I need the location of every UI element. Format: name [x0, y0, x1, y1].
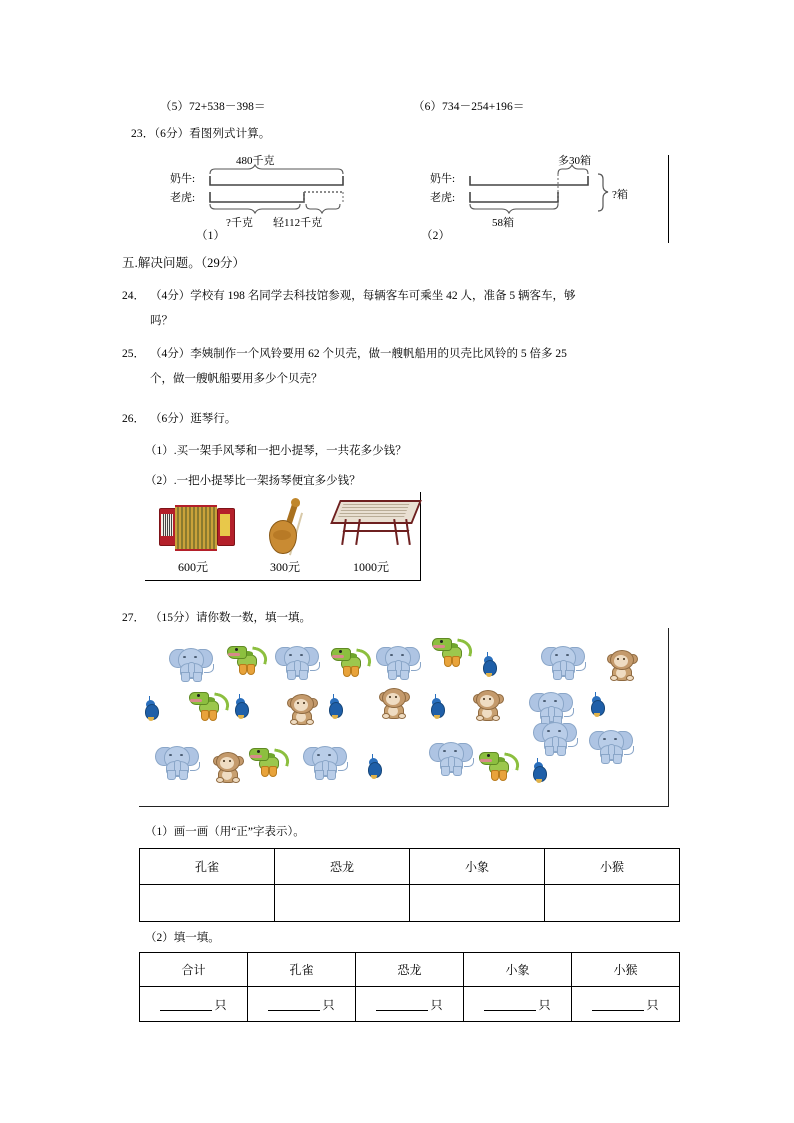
count-cell-dinosaur[interactable] [356, 987, 464, 1022]
unit-label: 只 [322, 997, 335, 1012]
peacock-icon [141, 686, 181, 722]
instrument-price-image [145, 492, 421, 581]
monkey-icon [287, 694, 317, 724]
tally-header-peacock: 孔雀 [140, 849, 275, 885]
bar-model-diagram-2 [430, 152, 668, 232]
question-26-part-1: （1）.买一架手风琴和一把小提琴，一共花多少钱？ [145, 445, 407, 457]
question-25-line-1: （4分）李姨制作一个风铃要用 62 个贝壳，做一艘帆船用的贝壳比风铃的 5 倍多 25 [150, 348, 567, 360]
diagram1-bottom-label-2: 轻112千克 [273, 217, 323, 229]
monkey-icon [473, 690, 503, 720]
diagram2-row2-label: 老虎: [430, 192, 456, 204]
accordion-price: 600元 [177, 560, 208, 574]
question-27-heading: （15分）请你数一数，填一填。 [150, 612, 311, 624]
violin-image [243, 494, 331, 556]
peacock-icon [529, 748, 569, 784]
tally-table [139, 848, 680, 922]
yangqin-image [329, 494, 417, 556]
count-header-monkey: 小猴 [572, 953, 680, 987]
animal-counting-picture [139, 628, 669, 807]
peacock-icon [325, 684, 365, 720]
count-cell-total[interactable] [140, 987, 248, 1022]
yangqin-icon [333, 500, 415, 552]
accordion-icon [159, 502, 237, 550]
dino-icon [479, 750, 517, 780]
count-header-total: 合计 [140, 953, 248, 987]
tally-cell-dinosaur[interactable] [275, 885, 410, 922]
diagram2-bottom-label: 58箱 [492, 217, 514, 229]
peacock-icon [231, 684, 271, 720]
monkey-icon [213, 752, 243, 782]
answer-blank[interactable] [160, 998, 212, 1011]
tally-cell-monkey[interactable] [545, 885, 680, 922]
question-24-line-2: 吗？ [150, 315, 173, 327]
peacock-icon [479, 642, 519, 678]
unit-label: 只 [214, 997, 227, 1012]
answer-blank[interactable] [268, 998, 320, 1011]
diagram1-row2-label: 老虎: [170, 192, 196, 204]
count-cell-elephant[interactable] [464, 987, 572, 1022]
count-header-elephant: 小象 [464, 953, 572, 987]
tally-header-elephant: 小象 [410, 849, 545, 885]
elephant-icon [301, 744, 347, 778]
expression-item-5: （5）72+538－398＝ [160, 101, 266, 113]
diagram1-top-label: 480千克 [236, 155, 275, 167]
diagram2-top-label: 多30箱 [558, 155, 591, 167]
diagram2-row1-label: 奶牛: [430, 173, 456, 185]
question-25-number: 25． [122, 348, 145, 360]
diagram2-brace-label: ?箱 [612, 189, 628, 201]
question-23-part-2-label: （2） [421, 230, 451, 242]
q23-right-rule [668, 155, 669, 243]
tally-cell-peacock[interactable] [140, 885, 275, 922]
question-24-number: 24． [122, 290, 145, 302]
monkey-icon [379, 688, 409, 718]
dino-icon [432, 636, 470, 666]
violin-price: 300元 [269, 560, 300, 574]
question-27-part-2: （2）填一填。 [145, 932, 220, 944]
question-27-part-1: （1）画一画（用“正”字表示）。 [145, 826, 305, 838]
count-cell-monkey[interactable] [572, 987, 680, 1022]
count-table [139, 952, 680, 1022]
elephant-icon [539, 644, 585, 678]
dino-icon [189, 690, 227, 720]
peacock-icon [427, 684, 467, 720]
question-24-line-1: （4分）学校有 198 名同学去科技馆参观，每辆客车可乘坐 42 人，准备 5 辆客车，够 [150, 290, 576, 302]
answer-blank[interactable] [484, 998, 536, 1011]
section-5-title: 五.解决问题。（29分） [122, 256, 246, 270]
table-row [140, 885, 680, 922]
elephant-icon [273, 644, 319, 678]
table-row [140, 987, 680, 1022]
question-26-part-2: （2）.一把小提琴比一架扬琴便宜多少钱？ [145, 475, 361, 487]
tally-header-monkey: 小猴 [545, 849, 680, 885]
accordion-image [151, 494, 239, 556]
question-27-number: 27． [122, 612, 145, 624]
elephant-icon [587, 728, 633, 762]
question-23-part-1-label: （1） [196, 230, 226, 242]
diagram1-bottom-label-1: ?千克 [226, 217, 253, 229]
count-header-dinosaur: 恐龙 [356, 953, 464, 987]
diagram2-svg [430, 152, 668, 232]
unit-label: 只 [538, 997, 551, 1012]
yangqin-price: 1000元 [352, 560, 389, 574]
expression-item-6: （6）734－254+196＝ [413, 101, 525, 113]
table-header-row [140, 849, 680, 885]
elephant-icon [527, 690, 573, 724]
peacock-icon [364, 744, 404, 780]
count-cell-peacock[interactable] [248, 987, 356, 1022]
count-header-peacock: 孔雀 [248, 953, 356, 987]
dino-icon [331, 646, 369, 676]
elephant-icon [374, 644, 420, 678]
answer-blank[interactable] [592, 998, 644, 1011]
elephant-icon [153, 744, 199, 778]
question-26-heading: （6分）逛琴行。 [150, 413, 237, 425]
dino-icon [227, 644, 265, 674]
violin-icon [261, 498, 315, 556]
question-23-heading: 23．（6分）看图列式计算。 [131, 128, 271, 140]
bar-model-diagram-1 [170, 152, 385, 232]
diagram1-row1-label: 奶牛: [170, 173, 196, 185]
tally-header-dinosaur: 恐龙 [275, 849, 410, 885]
tally-cell-elephant[interactable] [410, 885, 545, 922]
answer-blank[interactable] [376, 998, 428, 1011]
monkey-icon [607, 650, 637, 680]
question-26-number: 26． [122, 413, 145, 425]
unit-label: 只 [430, 997, 443, 1012]
dino-icon [249, 746, 287, 776]
elephant-icon [427, 740, 473, 774]
peacock-icon [587, 682, 627, 718]
question-25-line-2: 个，做一艘帆船要用多少个贝壳？ [150, 373, 323, 385]
unit-label: 只 [646, 997, 659, 1012]
elephant-icon [167, 646, 213, 680]
table-header-row [140, 953, 680, 987]
